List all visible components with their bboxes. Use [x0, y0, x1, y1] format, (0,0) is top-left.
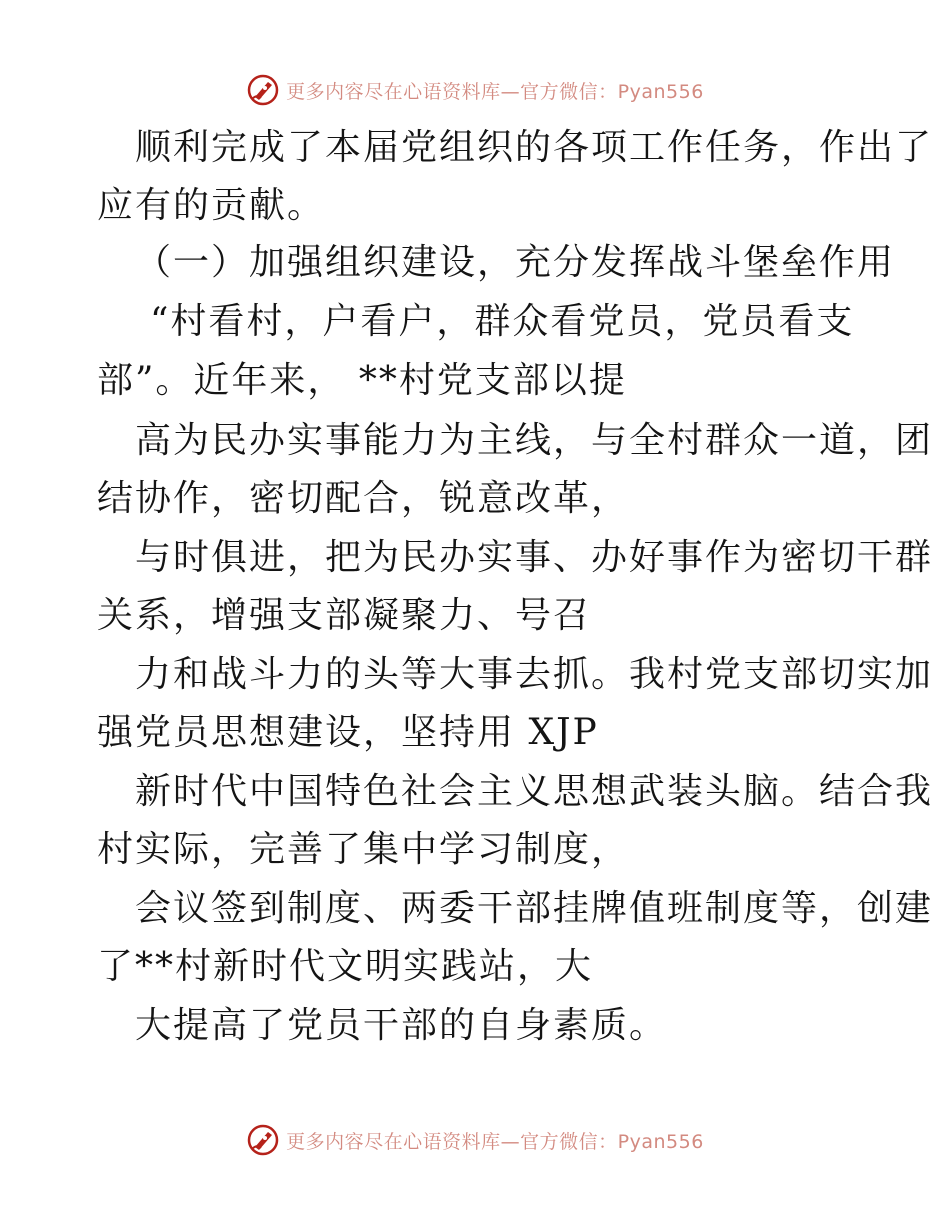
body-line: 高为民办实事能力为主线，与全村群众一道，团 [135, 420, 934, 461]
pen-nib-logo-icon [246, 1123, 280, 1157]
footer-brand [246, 1123, 704, 1157]
body-line: 强党员思想建设，坚持用 XJP [97, 712, 599, 753]
body-line: 部”。近年来， **村党支部以提 [97, 360, 627, 401]
body-line: 顺利完成了本届党组织的各项工作任务，作出了 [135, 127, 934, 168]
body-line: 力和战斗力的头等大事去抓。我村党支部切实加 [135, 654, 934, 695]
page-header [0, 70, 950, 110]
body-line: 与时俱进，把为民办实事、办好事作为密切干群 [135, 537, 934, 578]
section-heading: （一）加强组织建设，充分发挥战斗堡垒作用 [135, 242, 896, 283]
body-line: “村看村，户看户，群众看党员，党员看支 [150, 301, 855, 342]
body-line: 应有的贡献。 [97, 185, 326, 226]
body-line: 新时代中国特色社会主义思想武装头脑。结合我 [135, 771, 934, 812]
body-line: 结协作，密切配合，锐意改革， [97, 478, 630, 519]
body-line: 关系，增强支部凝聚力、号召 [97, 595, 592, 636]
page-footer [0, 1120, 950, 1160]
body-line: 大提高了党员干部的自身素质。 [135, 1005, 668, 1046]
header-brand [246, 73, 704, 107]
body-line: 会议签到制度、两委干部挂牌值班制度等，创建 [135, 888, 934, 929]
footer-brand-text: 更多内容尽在心语资料库—官方微信：Pyan556 [286, 1130, 704, 1153]
header-brand-text: 更多内容尽在心语资料库—官方微信：Pyan556 [286, 80, 704, 103]
pen-nib-logo-icon [246, 73, 280, 107]
body-line: 村实际，完善了集中学习制度， [97, 829, 630, 870]
body-line: 了**村新时代文明实践站，大 [97, 946, 594, 987]
